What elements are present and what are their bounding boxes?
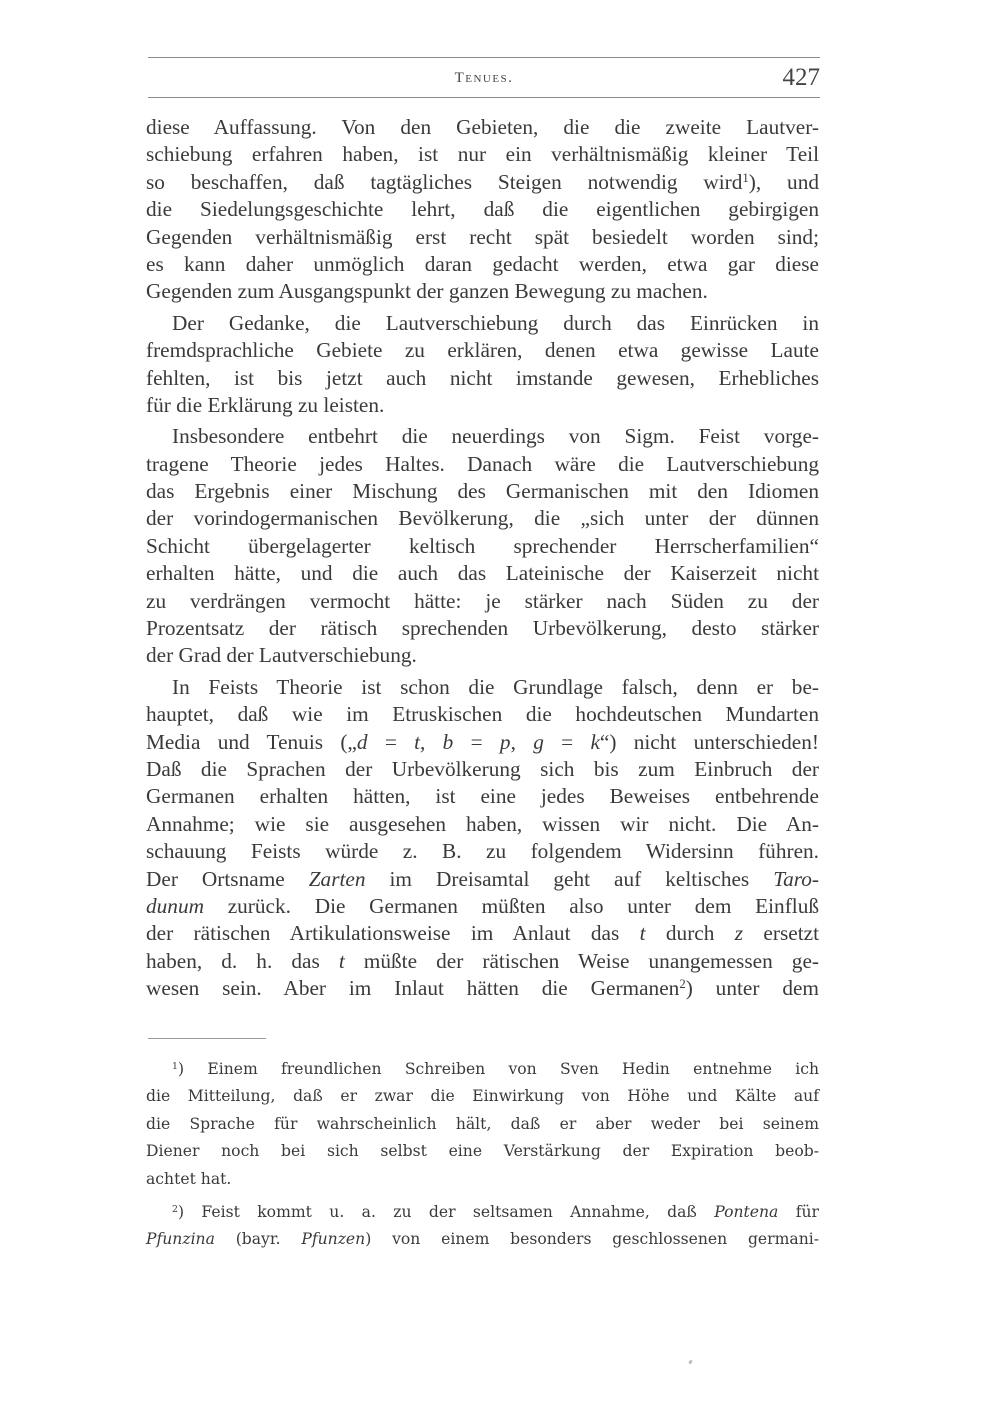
footnote-marker: 1 [172, 1060, 178, 1072]
text-line: die Siedelungsgeschichte lehrt, daß die eigentlichen gebirgigen [146, 197, 819, 222]
text-line: $^2$) Feist kommt u. a. zu der seltsamen Annahme, daß Pontena für [172, 1202, 819, 1221]
text-line: haben, d. h. das t müßte der rätischen Weise unangemessen ge- [146, 948, 819, 973]
running-title: Tenues. [454, 70, 514, 86]
text-line: hauptet, daß wie im Etruskischen die hochdeutschen Mundarten [146, 702, 819, 727]
text-line: so beschaffen, daß tagtägliches Steigen notwendig wird$^1$), und [146, 169, 819, 194]
text-line: diese Auffassung. Von den Gebieten, die die zweite Lautver- [146, 115, 819, 139]
text-line: Der Ortsname Zarten im Dreisamtal geht auf keltisches Taro- [146, 866, 819, 891]
running-head [148, 62, 820, 94]
text-line: tragene Theorie jedes Haltes. Danach wäre die Lautverschiebung [146, 451, 819, 476]
text-line: dunum zurück. Die Germanen müßten also unter dem Einfluß [146, 893, 819, 918]
header-rule-top [148, 57, 820, 58]
text-line: es kann daher unmöglich daran gedacht werden, etwa gar diese [146, 251, 819, 276]
text-line: für die Erklärung zu leisten. [146, 392, 385, 417]
footnote-2 [146, 1201, 819, 1256]
text-line: Prozentsatz der rätisch sprechenden Urbevölkerung, desto stärker [146, 616, 819, 641]
text-line: das Ergebnis einer Mischung des Germanischen mit den Idiomen [146, 479, 819, 504]
text-line: die Mitteilung, daß er zwar die Einwirkung von Höhe und Kälte auf [146, 1087, 819, 1106]
text-line: Der Gedanke, die Lautverschiebung durch das Einrücken in [172, 310, 819, 335]
text-line: schauung Feists würde z. B. zu folgendem Widersinn führen. [146, 839, 819, 864]
text-line: In Feists Theorie ist schon die Grundlage falsch, denn er be- [172, 674, 819, 699]
text-line: Media und Tenuis („d = t, b = p, g = k“) nicht unterschieden! [146, 729, 819, 754]
body-text [146, 114, 819, 1003]
footnote-ref-2: 2 [679, 977, 686, 992]
text-line: der Grad der Lautverschiebung. [146, 643, 417, 668]
paragraph-3 [146, 423, 819, 670]
footnote-rule [148, 1038, 266, 1039]
text-line: $^1$) Einem freundlichen Schreiben von Sven Hedin entnehme ich [172, 1060, 820, 1078]
text-line: Pfunzina (bayr. Pfunzen) von einem besonders geschlossenen germani- [146, 1230, 819, 1249]
footnote-ref-1: 1 [742, 170, 749, 185]
text-line: Gegenden verhältnismäßig erst recht spät besiedelt worden sind; [146, 224, 819, 249]
paragraph-1 [146, 114, 819, 306]
footnote-marker: 2 [172, 1203, 178, 1215]
text-line: wesen sein. Aber im Inlaut hätten die Germanen$^2$) unter dem [146, 976, 819, 1001]
header-rule-bottom [148, 97, 820, 98]
scan-speck [688, 1360, 693, 1365]
page-number: 427 [782, 64, 820, 91]
footnote-1 [146, 1058, 819, 1195]
text-line: Daß die Sprachen der Urbevölkerung sich bis zum Einbruch der [146, 756, 819, 781]
text-line: Schicht übergelagerter keltisch sprechender Herrscherfamilien“ [146, 533, 819, 558]
text-line: Annahme; wie sie ausgesehen haben, wissen wir nicht. Die An- [146, 811, 819, 836]
paragraph-4 [146, 674, 819, 1003]
text-line: Gegenden zum Ausgangspunkt der ganzen Bewegung zu machen. [146, 279, 708, 304]
text-line: zu verdrängen vermocht hätte: je stärker nach Süden zu der [146, 588, 819, 613]
text-line: Insbesondere entbehrt die neuerdings von Sigm. Feist vorge- [172, 424, 819, 449]
text-line: fremdsprachliche Gebiete zu erklären, denen etwa gewisse Laute [146, 338, 819, 363]
text-line: fehlten, ist bis jetzt auch nicht imstande gewesen, Erhebliches [146, 365, 819, 390]
footnotes [146, 1058, 819, 1256]
text-line: achtet hat. [146, 1169, 232, 1188]
text-line: die Sprache für wahrscheinlich hält, daß er aber weder bei seinem [146, 1114, 819, 1133]
text-line: der rätischen Artikulationsweise im Anlaut das t durch z ersetzt [146, 921, 819, 946]
text-line: Diener noch bei sich selbst eine Verstärkung der Expiration beob- [146, 1142, 819, 1161]
text-line: erhalten hätte, und die auch das Lateinische der Kaiserzeit nicht [146, 561, 819, 586]
text-line: schiebung erfahren haben, ist nur ein verhältnismäßig kleiner Teil [146, 142, 819, 167]
paragraph-2 [146, 310, 819, 420]
text-line: Germanen erhalten hätten, ist eine jedes Beweises entbehrende [146, 784, 819, 809]
text-line: der vorindogermanischen Bevölkerung, die „sich unter der dünnen [146, 506, 819, 531]
